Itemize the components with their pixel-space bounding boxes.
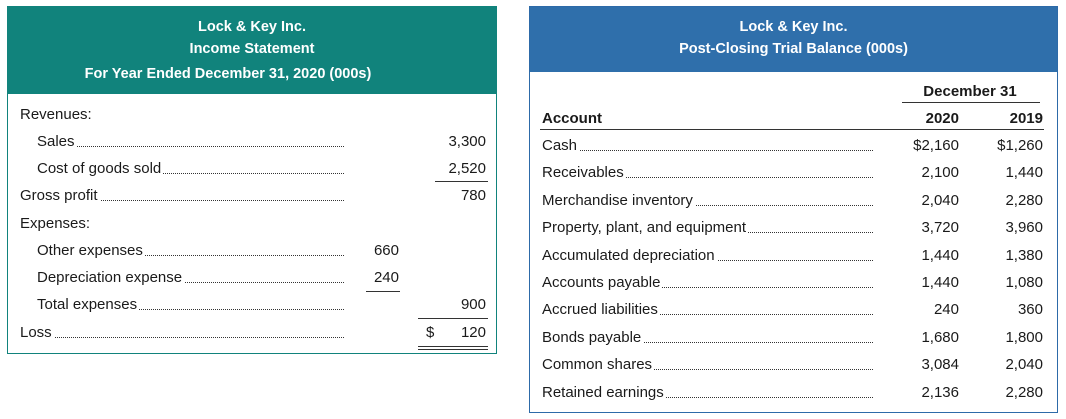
value-2019: 1,080	[1005, 274, 1043, 291]
total-expenses-row	[37, 294, 344, 316]
total-expenses-label: Total expenses	[37, 294, 139, 316]
loss-label: Loss	[20, 322, 54, 344]
column-header-rule	[540, 129, 1044, 130]
account-name: Accounts payable	[542, 272, 662, 294]
account-name: Merchandise inventory	[542, 190, 695, 212]
subtotal-rule	[366, 291, 400, 292]
other-expenses-row	[37, 240, 344, 262]
cogs-value: 2,520	[448, 160, 486, 177]
value-2020: 2,136	[921, 383, 959, 401]
dot-leader	[37, 146, 344, 147]
sales-row	[37, 131, 344, 153]
value-2019: 1,380	[1005, 246, 1043, 264]
value-2019: 2,280	[1005, 191, 1043, 209]
value-2020: $2,160	[913, 137, 959, 154]
value-2019: 360	[1017, 301, 1043, 319]
value-2020: 2,100	[921, 164, 959, 182]
table-row	[542, 272, 873, 294]
value-2020: 1,680	[921, 328, 959, 346]
table-row	[542, 299, 873, 321]
year-2020-header: 2020	[925, 110, 959, 127]
account-column-header: Account	[542, 110, 602, 127]
value-2019: $1,260	[997, 137, 1043, 154]
depreciation-value: 240	[373, 269, 399, 286]
sales-value: 3,300	[448, 133, 486, 150]
value-2019: 1,440	[1005, 164, 1043, 182]
value-2020: 1,440	[921, 246, 959, 264]
trial-company-name: Lock & Key Inc.	[739, 19, 848, 35]
account-name: Property, plant, and equipment	[542, 217, 748, 239]
table-row	[542, 382, 873, 404]
value-2019: 2,040	[1005, 356, 1043, 374]
other-expenses-value: 660	[373, 242, 399, 259]
table-row	[542, 327, 873, 349]
cogs-label: Cost of goods sold	[37, 158, 163, 180]
trial-balance-header	[530, 7, 1057, 72]
income-statement-title: Income Statement	[189, 41, 315, 57]
income-statement-panel: Lock & Key Inc. Income Statement For Year Ended December 31, 2020 (000s) Revenues: Sales 3,300 Cost of goods sold 2,520 Gross profit 780 Expenses: Other expenses 660 Depreciation expense 240 Total expenses 900 Loss $ 120	[7, 6, 497, 354]
sales-label: Sales	[37, 131, 77, 153]
value-2019: 1,800	[1005, 328, 1043, 346]
gross-profit-value: 780	[460, 187, 486, 204]
trial-balance-panel	[529, 6, 1058, 413]
subtotal-rule	[435, 181, 488, 182]
account-name: Common shares	[542, 354, 654, 376]
account-name: Bonds payable	[542, 327, 643, 349]
table-row	[542, 217, 873, 239]
year-2019-header: 2019	[1009, 110, 1043, 127]
account-name: Accumulated depreciation	[542, 245, 717, 267]
cogs-row	[37, 158, 344, 180]
table-row	[542, 190, 873, 212]
trial-balance-title: Post-Closing Trial Balance (000s)	[679, 41, 908, 57]
income-company-name: Lock & Key Inc.	[198, 19, 306, 35]
depreciation-row	[37, 267, 344, 289]
value-2020: 1,440	[921, 274, 959, 291]
other-expenses-label: Other expenses	[37, 240, 145, 262]
loss-currency: $	[426, 324, 435, 341]
table-row	[542, 162, 873, 184]
account-name: Retained earnings	[542, 382, 666, 404]
total-expenses-value: 900	[460, 296, 486, 313]
date-header: December 31	[923, 83, 1017, 100]
double-underline-top	[418, 346, 488, 347]
table-row	[542, 354, 873, 376]
subtotal-rule	[418, 318, 488, 319]
value-2020: 3,720	[921, 219, 959, 237]
account-name: Receivables	[542, 162, 626, 184]
account-name: Cash	[542, 135, 579, 157]
value-2020: 2,040	[921, 191, 959, 209]
double-underline-bottom	[418, 349, 488, 350]
income-statement-period: For Year Ended December 31, 2020 (000s)	[84, 66, 372, 82]
depreciation-label: Depreciation expense	[37, 267, 184, 289]
gross-profit-label: Gross profit	[20, 185, 100, 207]
value-2020: 240	[933, 301, 959, 319]
table-row	[542, 245, 873, 267]
account-name: Accrued liabilities	[542, 299, 660, 321]
loss-row	[20, 322, 344, 344]
value-2020: 3,084	[921, 356, 959, 374]
dot-leader	[20, 337, 344, 338]
loss-value: 120	[460, 324, 486, 341]
value-2019: 3,960	[1005, 219, 1043, 237]
table-row	[542, 135, 873, 157]
date-header-rule	[902, 102, 1040, 103]
gross-profit-row	[20, 185, 344, 207]
income-statement-header	[8, 7, 496, 94]
value-2019: 2,280	[1005, 383, 1043, 401]
dot-leader	[542, 150, 873, 151]
